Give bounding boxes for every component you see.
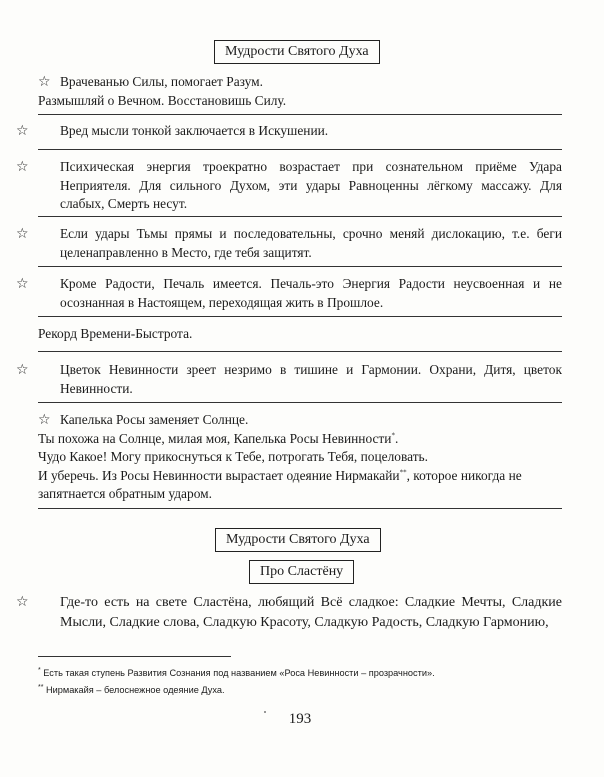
entry-text: . [394,430,399,446]
section-heading-text: Мудрости Святого Духа [225,44,369,59]
footnote-mark: * [391,431,395,440]
star-icon: ☆ [16,123,29,139]
footnote-mark: ** [399,468,407,477]
star-icon: ☆ [16,362,29,378]
subsection-heading-text: Про Сластёну [260,564,344,579]
entry-text: Если удары Тьмы прямы и последовательны, срочно меняй дислокацию, т.е. беги целенаправленно в Место, где тебя защитят. [60,226,562,260]
entry-text: И уберечь. Из Росы Невинности вырастает одеяние Нирмакайи [38,467,400,483]
entry-5 [16,275,562,312]
section-heading-text: Мудрости Святого Духа [226,532,370,547]
entry-2 [16,122,562,141]
entry-text: , которое никогда не [406,467,522,483]
footnote-2 [38,684,225,696]
footnote-text: Нирмакайя – белоснежное одеяние Духа. [43,685,225,695]
divider [38,149,562,150]
section-heading [215,528,381,552]
entry-text: Рекорд Времени-Быстрота. [38,326,193,341]
entry-6 [38,325,562,344]
entry-text: Где-то есть на свете Сластёна, любящий Всё сладкое: Сладкие Мечты, Сладкие Мысли, Сладкие слова, Сладкую Красоту, Сладкую Радость, Сладкую Гармонию, [60,595,562,630]
footnote-mark: ** [38,683,44,691]
footnote-divider [38,656,231,657]
divider [38,508,562,509]
star-icon: ☆ [38,412,51,428]
entry-text: Цветок Невинности зреет незримо в тишине и Гармонии. Охрани, Дитя, цветок Невинности. [60,362,562,396]
entry-text: Чудо Какое! Могу прикоснуться к Тебе, потрогать Тебя, поцеловать. [38,449,429,464]
entry-1 [38,73,562,110]
entry-3 [16,158,562,214]
entry-text: Ты похожа на Солнце, милая моя, Капелька Росы Невинности [38,430,392,446]
entry-text: Размышляй о Вечном. Восстановишь Силу. [38,92,287,108]
footnote-1 [38,667,435,679]
book-page [16,0,562,777]
star-icon: ☆ [38,74,51,90]
entry-text: Вред мысли тонкой заключается в Искушении. [60,123,329,138]
entry-9 [16,593,562,633]
subsection-heading [249,560,354,584]
divider [38,402,562,403]
entry-text: Психическая энергия троекратно возрастает при сознательном приёме Удара Неприятеля. Для сильного Духом, эти удары Равноценны лёгкому массажу. Для слабых, Смерть несут. [60,159,562,211]
entry-7 [16,361,562,398]
entry-text: запятнается обратным ударом. [38,486,212,501]
page-number: 193 [288,711,312,727]
entry-text: Капелька Росы заменяет Солнце. [60,412,249,427]
entry-text: Врачеванью Силы, помогает Разум. [60,74,263,89]
star-icon: ☆ [16,226,29,242]
divider [38,216,562,217]
divider [38,266,562,267]
section-heading [214,40,380,64]
star-icon: ☆ [16,594,29,610]
entry-text: Кроме Радости, Печаль имеется. Печаль-это Энергия Радости неусвоенная и не осознанная в Настоящем, переходящая жить в Прошлое. [60,276,562,310]
divider [38,351,562,352]
footnote-mark: * [38,666,41,674]
divider [38,316,562,317]
entry-8 [38,411,562,504]
star-icon: ☆ [16,159,29,175]
footnote-text: Есть такая ступень Развития Сознания под названием «Роса Невинности – прозрачности». [40,668,435,678]
divider [38,114,562,115]
star-icon: ☆ [16,276,29,292]
entry-4 [16,225,562,262]
